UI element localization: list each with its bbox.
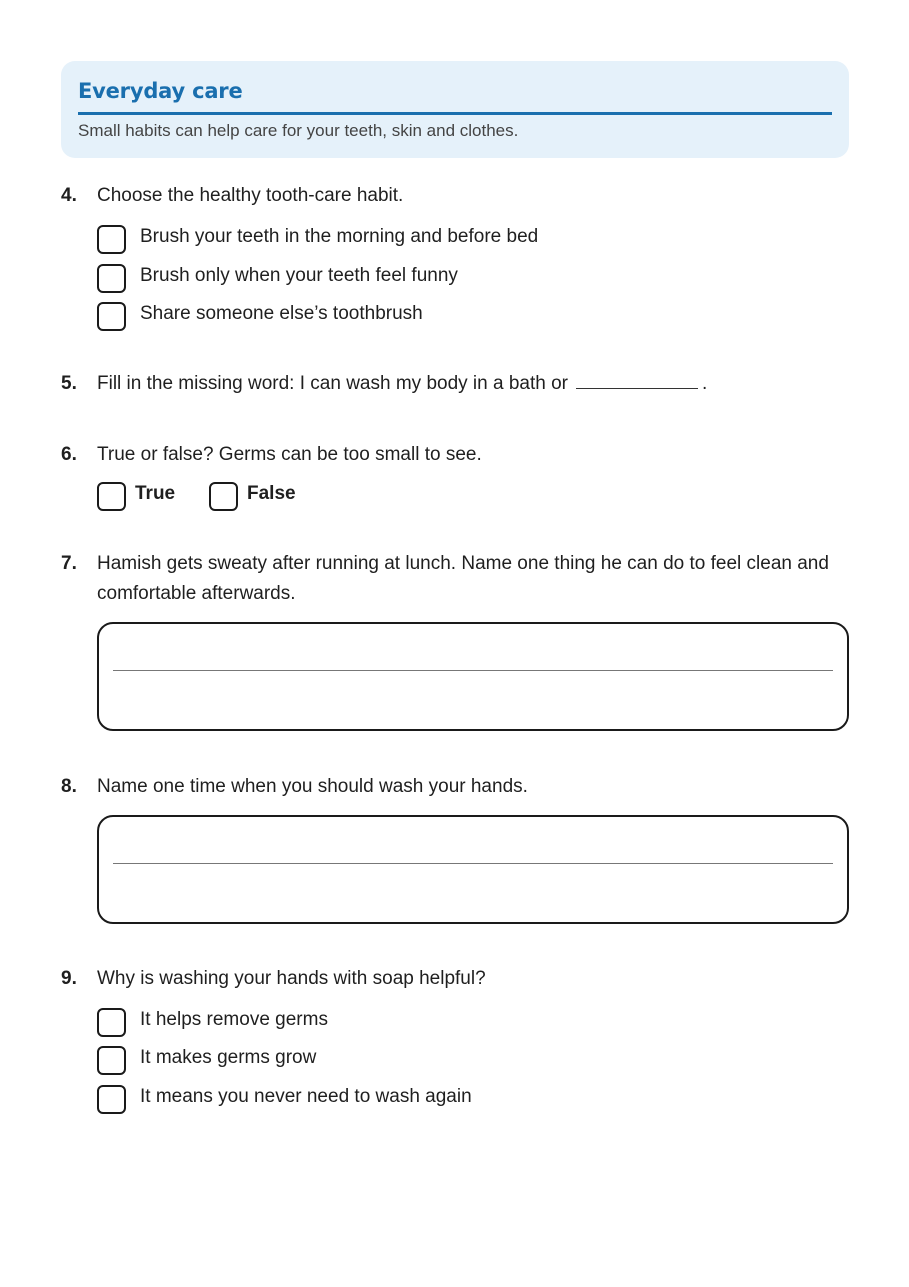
section-subtitle: Small habits can help care for your teeth, skin and clothes. [78,121,519,140]
option-label: Brush only when your teeth feel funny [140,265,458,286]
option-label: False [247,483,296,504]
question-suffix: . [701,373,708,394]
answer-line [113,670,833,671]
section-title: Everyday care [78,79,243,103]
question-text: Hamish gets sweaty after running at lunch. Name one thing he can do to feel clean and comfortable afterwards. [97,553,829,604]
question-number: 6. [61,444,77,465]
checkbox[interactable] [97,302,126,331]
question-text-row [97,369,857,399]
option-label: It means you never need to wash again [140,1086,472,1107]
question-number: 4. [61,185,77,206]
question-number: 9. [61,968,77,989]
checkbox[interactable] [97,264,126,293]
question-text: Why is washing your hands with soap helpful? [97,968,486,989]
question-number: 8. [61,776,77,797]
checkbox[interactable] [209,482,238,511]
option-label: It helps remove germs [140,1009,328,1030]
question-text: Fill in the missing word: I can wash my body in a bath or [97,373,568,394]
title-divider [78,112,832,115]
question-number: 5. [61,373,77,394]
fill-in-blank[interactable] [576,370,698,389]
q7-answer-box[interactable] [97,622,849,731]
option-label: True [135,483,176,504]
question-text: Choose the healthy tooth-care habit. [97,185,404,206]
section-header [61,61,849,158]
answer-line [113,863,833,864]
option-label: It makes germs grow [140,1047,317,1068]
q8-answer-box[interactable] [97,815,849,924]
checkbox[interactable] [97,1008,126,1037]
checkbox[interactable] [97,1085,126,1114]
question-text: Name one time when you should wash your hands. [97,776,528,797]
option-label: Share someone else’s toothbrush [140,303,423,324]
question-text: True or false? Germs can be too small to see. [97,444,482,465]
checkbox[interactable] [97,1046,126,1075]
option-label: Brush your teeth in the morning and before bed [140,226,539,247]
checkbox[interactable] [97,482,126,511]
question-number: 7. [61,553,77,574]
checkbox[interactable] [97,225,126,254]
